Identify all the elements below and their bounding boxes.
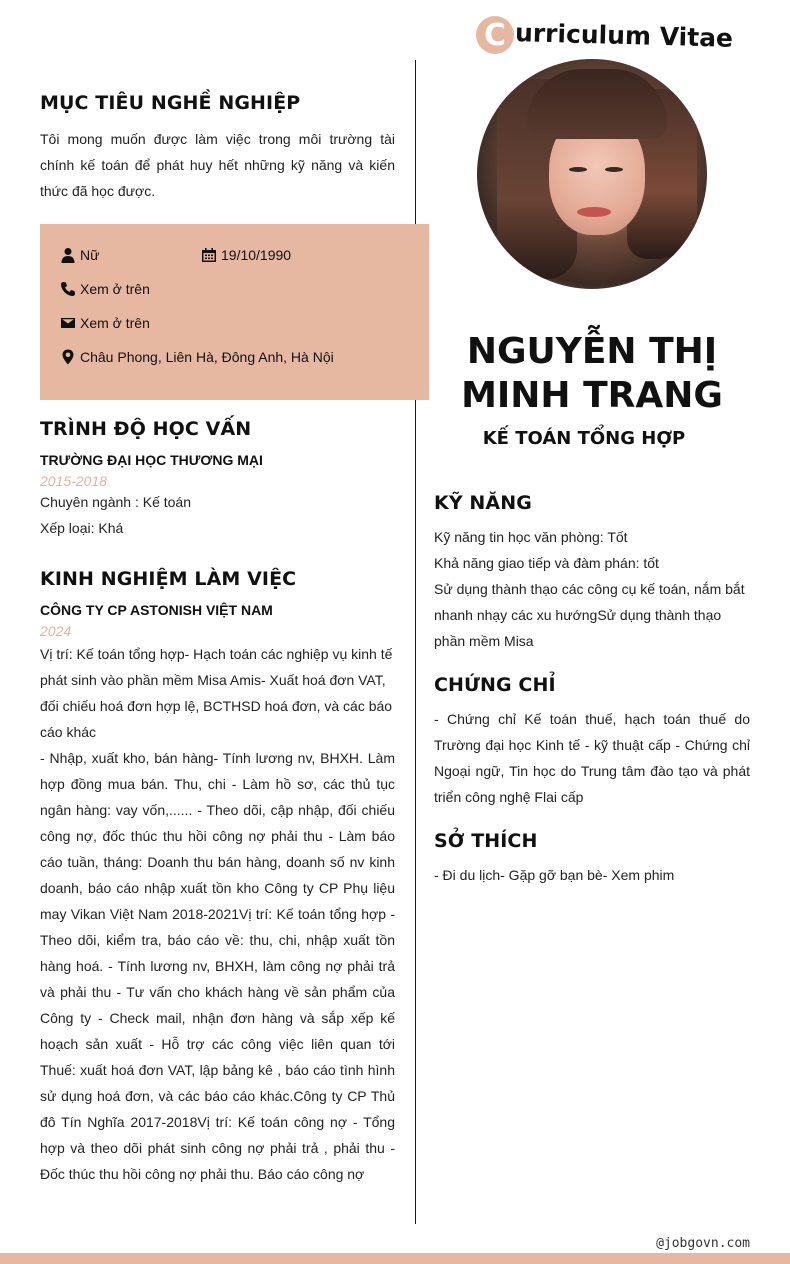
skill-line-3: Sử dụng thành thạo các công cụ kế toán, nắm bắt nhanh nhạy các xu hướngSử dụng thành thạo phần mềm Misa <box>434 581 745 649</box>
skills-section <box>434 492 750 654</box>
profile-photo <box>477 59 707 289</box>
experience-section <box>40 568 395 1187</box>
cv-logo <box>476 16 733 54</box>
cv-logo-text: urriculum Vitae <box>514 17 734 53</box>
experience-description-2: - Nhập, xuất kho, bán hàng- Tính lương nv, BHXH. Làm hợp đồng mua bán. Thu, chi - Làm hồ sơ, các thủ tục ngân hàng: vay vốn,...... - Theo dõi, cập nhập, đối chiếu công nợ, đốc thúc thu hồi công nợ phải thu - Làm báo cáo tuần, tháng: Doanh thu bán hàng, doanh số nv kinh doanh, báo cáo nhập xuất tồn kho Công ty CP Phụ liệu may Vikan Việt Nam 2018-2021Vị trí: Kế toán tổng hợp - Theo dõi, kiểm tra, báo cáo về: thu, chi, nhập xuất tồn hàng hoá. - Tính lương nv, BHXH, làm công nợ phải trả và phải thu - Tư vấn cho khách hàng về sản phẩm của Công ty - Check mail, nhận đơn hàng và sắp xếp kế hoạch sản xuất - Hỗ trợ các công việc liên quan tới Thuế: xuất hoá đơn VAT, lập bảng kê , báo cáo tình hình sử dụng hoá đơn, và các báo cáo khác.Công ty CP Thủ đô Tín Nghĩa 2017-2018Vị trí: Kế toán công nợ - Tổng hợp và theo dõi phát sinh công nợ phải trả , phải thu - Đốc thúc thu hồi công nợ phải thu. Báo cáo công nợ <box>40 750 395 1182</box>
objective-section <box>40 92 395 204</box>
job-title: KẾ TOÁN TỔNG HỢP <box>482 428 686 449</box>
hobbies-heading: SỞ THÍCH <box>434 830 538 852</box>
skill-line-1: Kỹ năng tin học văn phòng: Tốt <box>434 529 628 545</box>
calendar-icon <box>201 247 217 263</box>
phone-item <box>60 281 150 297</box>
phone-value: Xem ở trên <box>80 281 150 297</box>
email-icon <box>60 315 76 331</box>
hobbies-text: - Đi du lịch- Gặp gỡ bạn bè- Xem phim <box>434 867 675 883</box>
certificates-heading: CHỨNG CHỈ <box>434 674 556 696</box>
footer-watermark: @jobgovn.com <box>656 1236 750 1251</box>
hobbies-section <box>434 830 750 888</box>
gender-item <box>60 247 99 263</box>
education-period: 2015-2018 <box>40 473 107 489</box>
name-line-2: MINH TRANG <box>461 375 723 416</box>
address-value: Châu Phong, Liên Hà, Đông Anh, Hà Nội <box>80 349 334 365</box>
certificates-text: - Chứng chỉ Kế toán thuế, hạch toán thuế do Trường đại học Kinh tế - kỹ thuật cấp - Chứng chỉ Ngoại ngữ, Tin học do Trung tâm đào tạo và phát triển công nghệ Flai cấp <box>434 711 750 805</box>
birthday-item <box>201 247 291 263</box>
company-name: CÔNG TY CP ASTONISH VIỆT NAM <box>40 602 273 618</box>
location-icon <box>60 349 76 365</box>
full-name <box>434 330 750 418</box>
experience-description-1: Vị trí: Kế toán tổng hợp- Hạch toán các nghiệp vụ kinh tế phát sinh vào phần mềm Misa Amis- Xuất hoá đơn VAT, đối chiếu hoá đơn hợp lệ, BCTHSD hoá đơn, và các báo cáo khác <box>40 646 393 740</box>
school-name: TRƯỜNG ĐẠI HỌC THƯƠNG MẠI <box>40 452 263 468</box>
education-heading: TRÌNH ĐỘ HỌC VẤN <box>40 418 252 440</box>
skill-line-2: Khả năng giao tiếp và đàm phán: tốt <box>434 555 659 571</box>
personal-info-box <box>40 224 429 400</box>
birthday-value: 19/10/1990 <box>221 247 292 263</box>
experience-heading: KINH NGHIỆM LÀM VIỆC <box>40 568 297 590</box>
education-section <box>40 418 395 541</box>
certificates-section <box>434 674 750 810</box>
cv-logo-initial: C <box>476 16 514 54</box>
objective-heading: MỤC TIÊU NGHỀ NGHIỆP <box>40 92 301 114</box>
experience-period: 2024 <box>40 623 72 639</box>
email-value: Xem ở trên <box>80 315 150 331</box>
footer-bar <box>0 1253 790 1264</box>
skills-heading: KỸ NĂNG <box>434 492 532 514</box>
education-grade: Xếp loại: Khá <box>40 520 124 536</box>
gender-value: Nữ <box>80 247 100 263</box>
objective-text: Tôi mong muốn được làm việc trong môi trường tài chính kế toán để phát huy hết những kỹ năng và kiến thức đã học được. <box>40 131 395 199</box>
name-line-1: NGUYỄN THỊ <box>466 331 718 372</box>
email-item <box>60 315 150 331</box>
phone-icon <box>60 281 76 297</box>
education-major: Chuyên ngành : Kế toán <box>40 494 192 510</box>
address-item <box>60 349 334 365</box>
person-icon <box>60 247 76 263</box>
